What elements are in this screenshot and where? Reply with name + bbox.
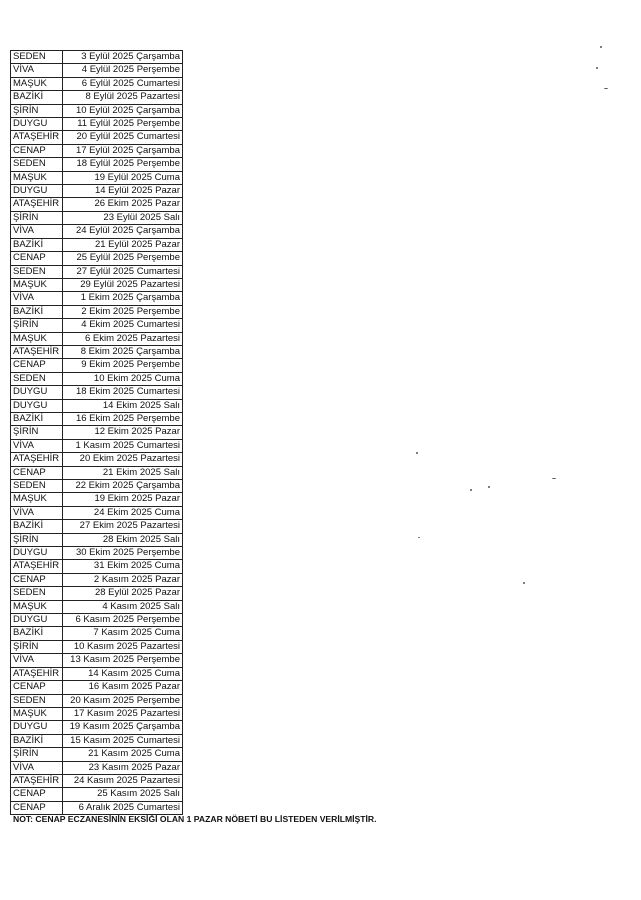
duty-date-cell: 17 Kasım 2025 Pazartesi — [63, 707, 183, 720]
schedule-row — [11, 453, 183, 466]
pharmacy-name-cell: SEDEN — [11, 51, 63, 64]
pharmacy-name-cell: VİVA — [11, 654, 63, 667]
schedule-row — [11, 667, 183, 680]
duty-date-cell: 13 Kasım 2025 Perşembe — [63, 654, 183, 667]
duty-date-cell: 9 Ekim 2025 Perşembe — [63, 359, 183, 372]
schedule-row — [11, 627, 183, 640]
duty-date-cell: 15 Kasım 2025 Cumartesi — [63, 734, 183, 747]
duty-date-cell: 10 Eylül 2025 Çarşamba — [63, 104, 183, 117]
schedule-row — [11, 225, 183, 238]
schedule-row — [11, 305, 183, 318]
schedule-row — [11, 278, 183, 291]
pharmacy-name-cell: BAZİKİ — [11, 627, 63, 640]
duty-date-cell: 24 Kasım 2025 Pazartesi — [63, 774, 183, 787]
duty-date-cell: 14 Eylül 2025 Pazar — [63, 185, 183, 198]
duty-date-cell: 6 Aralık 2025 Cumartesi — [63, 801, 183, 814]
duty-date-cell: 7 Kasım 2025 Cuma — [63, 627, 183, 640]
pharmacy-name-cell: SEDEN — [11, 480, 63, 493]
schedule-row — [11, 748, 183, 761]
pharmacy-name-cell: VİVA — [11, 439, 63, 452]
scan-speck — [470, 489, 472, 491]
pharmacy-name-cell: DUYGU — [11, 386, 63, 399]
duty-schedule-body — [11, 51, 183, 815]
duty-date-cell: 28 Eylül 2025 Pazar — [63, 587, 183, 600]
duty-date-cell: 22 Ekim 2025 Çarşamba — [63, 480, 183, 493]
duty-date-cell: 8 Ekim 2025 Çarşamba — [63, 345, 183, 358]
scan-speck — [418, 537, 420, 538]
duty-date-cell: 27 Eylül 2025 Cumartesi — [63, 265, 183, 278]
duty-date-cell: 8 Eylül 2025 Pazartesi — [63, 91, 183, 104]
schedule-row — [11, 654, 183, 667]
pharmacy-name-cell: BAZİKİ — [11, 412, 63, 425]
schedule-row — [11, 681, 183, 694]
duty-date-cell: 12 Ekim 2025 Pazar — [63, 426, 183, 439]
pharmacy-name-cell: MAŞUK — [11, 707, 63, 720]
scan-speck — [552, 478, 556, 479]
schedule-row — [11, 319, 183, 332]
schedule-row — [11, 185, 183, 198]
pharmacy-name-cell: DUYGU — [11, 185, 63, 198]
pharmacy-name-cell: BAZİKİ — [11, 238, 63, 251]
footnote: NOT: CENAP ECZANESİNİN EKSİĞİ OLAN 1 PAZAR NÖBETİ BU LİSTEDEN VERİLMİŞTİR. — [13, 814, 377, 824]
schedule-row — [11, 158, 183, 171]
schedule-row — [11, 560, 183, 573]
schedule-row — [11, 171, 183, 184]
schedule-row — [11, 774, 183, 787]
schedule-row — [11, 788, 183, 801]
pharmacy-name-cell: BAZİKİ — [11, 734, 63, 747]
duty-date-cell: 23 Eylül 2025 Salı — [63, 211, 183, 224]
pharmacy-name-cell: MAŞUK — [11, 332, 63, 345]
schedule-row — [11, 547, 183, 560]
duty-date-cell: 4 Kasım 2025 Salı — [63, 600, 183, 613]
pharmacy-name-cell: ŞİRİN — [11, 533, 63, 546]
schedule-row — [11, 64, 183, 77]
duty-date-cell: 10 Kasım 2025 Pazartesi — [63, 640, 183, 653]
duty-date-cell: 1 Kasım 2025 Cumartesi — [63, 439, 183, 452]
pharmacy-name-cell: SEDEN — [11, 265, 63, 278]
pharmacy-name-cell: ŞİRİN — [11, 211, 63, 224]
schedule-row — [11, 198, 183, 211]
schedule-row — [11, 399, 183, 412]
schedule-row — [11, 292, 183, 305]
pharmacy-name-cell: MAŞUK — [11, 171, 63, 184]
duty-date-cell: 18 Eylül 2025 Perşembe — [63, 158, 183, 171]
duty-date-cell: 4 Ekim 2025 Cumartesi — [63, 319, 183, 332]
pharmacy-name-cell: CENAP — [11, 788, 63, 801]
duty-date-cell: 14 Kasım 2025 Cuma — [63, 667, 183, 680]
pharmacy-name-cell: DUYGU — [11, 118, 63, 131]
schedule-row — [11, 506, 183, 519]
schedule-row — [11, 345, 183, 358]
schedule-row — [11, 131, 183, 144]
schedule-row — [11, 252, 183, 265]
duty-date-cell: 19 Kasım 2025 Çarşamba — [63, 721, 183, 734]
duty-date-cell: 3 Eylül 2025 Çarşamba — [63, 51, 183, 64]
pharmacy-name-cell: ATAŞEHİR — [11, 560, 63, 573]
scan-speck — [416, 452, 418, 454]
schedule-row — [11, 734, 183, 747]
duty-date-cell: 4 Eylül 2025 Perşembe — [63, 64, 183, 77]
pharmacy-name-cell: ATAŞEHİR — [11, 774, 63, 787]
scan-speck — [604, 88, 608, 89]
duty-date-cell: 30 Ekim 2025 Perşembe — [63, 547, 183, 560]
scan-speck — [600, 46, 602, 48]
pharmacy-name-cell: SEDEN — [11, 587, 63, 600]
duty-date-cell: 24 Ekim 2025 Cuma — [63, 506, 183, 519]
pharmacy-name-cell: ŞİRİN — [11, 748, 63, 761]
schedule-row — [11, 91, 183, 104]
pharmacy-name-cell: ŞİRİN — [11, 319, 63, 332]
duty-date-cell: 2 Kasım 2025 Pazar — [63, 573, 183, 586]
duty-date-cell: 20 Eylül 2025 Cumartesi — [63, 131, 183, 144]
schedule-row — [11, 372, 183, 385]
scan-speck — [523, 582, 525, 584]
pharmacy-name-cell: MAŞUK — [11, 278, 63, 291]
schedule-row — [11, 51, 183, 64]
pharmacy-name-cell: BAZİKİ — [11, 520, 63, 533]
schedule-row — [11, 238, 183, 251]
pharmacy-name-cell: ATAŞEHİR — [11, 131, 63, 144]
duty-date-cell: 16 Ekim 2025 Perşembe — [63, 412, 183, 425]
schedule-row — [11, 412, 183, 425]
duty-date-cell: 29 Eylül 2025 Pazartesi — [63, 278, 183, 291]
schedule-row — [11, 761, 183, 774]
schedule-row — [11, 104, 183, 117]
pharmacy-name-cell: ATAŞEHİR — [11, 667, 63, 680]
duty-date-cell: 6 Ekim 2025 Pazartesi — [63, 332, 183, 345]
duty-date-cell: 31 Ekim 2025 Cuma — [63, 560, 183, 573]
pharmacy-name-cell: DUYGU — [11, 721, 63, 734]
pharmacy-name-cell: SEDEN — [11, 158, 63, 171]
schedule-row — [11, 265, 183, 278]
duty-date-cell: 18 Ekim 2025 Cumartesi — [63, 386, 183, 399]
duty-date-cell: 16 Kasım 2025 Pazar — [63, 681, 183, 694]
pharmacy-name-cell: CENAP — [11, 466, 63, 479]
pharmacy-name-cell: ŞİRİN — [11, 426, 63, 439]
pharmacy-name-cell: ATAŞEHİR — [11, 345, 63, 358]
schedule-row — [11, 587, 183, 600]
pharmacy-name-cell: BAZİKİ — [11, 91, 63, 104]
duty-date-cell: 1 Ekim 2025 Çarşamba — [63, 292, 183, 305]
duty-date-cell: 21 Eylül 2025 Pazar — [63, 238, 183, 251]
duty-date-cell: 24 Eylül 2025 Çarşamba — [63, 225, 183, 238]
pharmacy-name-cell: DUYGU — [11, 399, 63, 412]
duty-date-cell: 21 Kasım 2025 Cuma — [63, 748, 183, 761]
schedule-row — [11, 426, 183, 439]
pharmacy-name-cell: CENAP — [11, 573, 63, 586]
pharmacy-name-cell: MAŞUK — [11, 600, 63, 613]
schedule-row — [11, 359, 183, 372]
pharmacy-name-cell: VİVA — [11, 506, 63, 519]
schedule-row — [11, 614, 183, 627]
pharmacy-name-cell: SEDEN — [11, 694, 63, 707]
duty-date-cell: 28 Ekim 2025 Salı — [63, 533, 183, 546]
pharmacy-name-cell: DUYGU — [11, 614, 63, 627]
duty-date-cell: 10 Ekim 2025 Cuma — [63, 372, 183, 385]
schedule-row — [11, 694, 183, 707]
schedule-row — [11, 386, 183, 399]
pharmacy-name-cell: VİVA — [11, 292, 63, 305]
duty-date-cell: 14 Ekim 2025 Salı — [63, 399, 183, 412]
pharmacy-name-cell: CENAP — [11, 681, 63, 694]
schedule-row — [11, 640, 183, 653]
duty-date-cell: 6 Eylül 2025 Cumartesi — [63, 77, 183, 90]
pharmacy-name-cell: CENAP — [11, 359, 63, 372]
schedule-row — [11, 520, 183, 533]
duty-schedule-table — [10, 50, 183, 815]
pharmacy-name-cell: VİVA — [11, 761, 63, 774]
scan-speck — [596, 67, 598, 69]
duty-date-cell: 25 Kasım 2025 Salı — [63, 788, 183, 801]
duty-date-cell: 2 Ekim 2025 Perşembe — [63, 305, 183, 318]
pharmacy-name-cell: MAŞUK — [11, 77, 63, 90]
duty-date-cell: 17 Eylül 2025 Çarşamba — [63, 144, 183, 157]
schedule-row — [11, 439, 183, 452]
pharmacy-name-cell: VİVA — [11, 225, 63, 238]
schedule-row — [11, 707, 183, 720]
schedule-row — [11, 480, 183, 493]
pharmacy-name-cell: MAŞUK — [11, 493, 63, 506]
pharmacy-name-cell: CENAP — [11, 801, 63, 814]
duty-date-cell: 25 Eylül 2025 Perşembe — [63, 252, 183, 265]
pharmacy-name-cell: DUYGU — [11, 547, 63, 560]
pharmacy-name-cell: CENAP — [11, 144, 63, 157]
schedule-row — [11, 493, 183, 506]
pharmacy-name-cell: CENAP — [11, 252, 63, 265]
schedule-row — [11, 118, 183, 131]
pharmacy-name-cell: ATAŞEHİR — [11, 198, 63, 211]
schedule-row — [11, 801, 183, 814]
duty-date-cell: 27 Ekim 2025 Pazartesi — [63, 520, 183, 533]
pharmacy-name-cell: ATAŞEHİR — [11, 453, 63, 466]
pharmacy-name-cell: BAZİKİ — [11, 305, 63, 318]
pharmacy-name-cell: ŞİRİN — [11, 104, 63, 117]
schedule-row — [11, 144, 183, 157]
duty-date-cell: 20 Ekim 2025 Pazartesi — [63, 453, 183, 466]
schedule-row — [11, 600, 183, 613]
schedule-row — [11, 533, 183, 546]
duty-date-cell: 21 Ekim 2025 Salı — [63, 466, 183, 479]
duty-date-cell: 11 Eylül 2025 Perşembe — [63, 118, 183, 131]
pharmacy-name-cell: SEDEN — [11, 372, 63, 385]
duty-date-cell: 6 Kasım 2025 Perşembe — [63, 614, 183, 627]
duty-date-cell: 19 Eylül 2025 Cuma — [63, 171, 183, 184]
duty-date-cell: 23 Kasım 2025 Pazar — [63, 761, 183, 774]
schedule-row — [11, 466, 183, 479]
schedule-row — [11, 573, 183, 586]
schedule-row — [11, 211, 183, 224]
duty-date-cell: 20 Kasım 2025 Perşembe — [63, 694, 183, 707]
pharmacy-name-cell: ŞİRİN — [11, 640, 63, 653]
schedule-row — [11, 721, 183, 734]
schedule-row — [11, 332, 183, 345]
schedule-row — [11, 77, 183, 90]
duty-date-cell: 26 Ekim 2025 Pazar — [63, 198, 183, 211]
duty-date-cell: 19 Ekim 2025 Pazar — [63, 493, 183, 506]
scan-speck — [488, 486, 490, 488]
pharmacy-name-cell: VİVA — [11, 64, 63, 77]
